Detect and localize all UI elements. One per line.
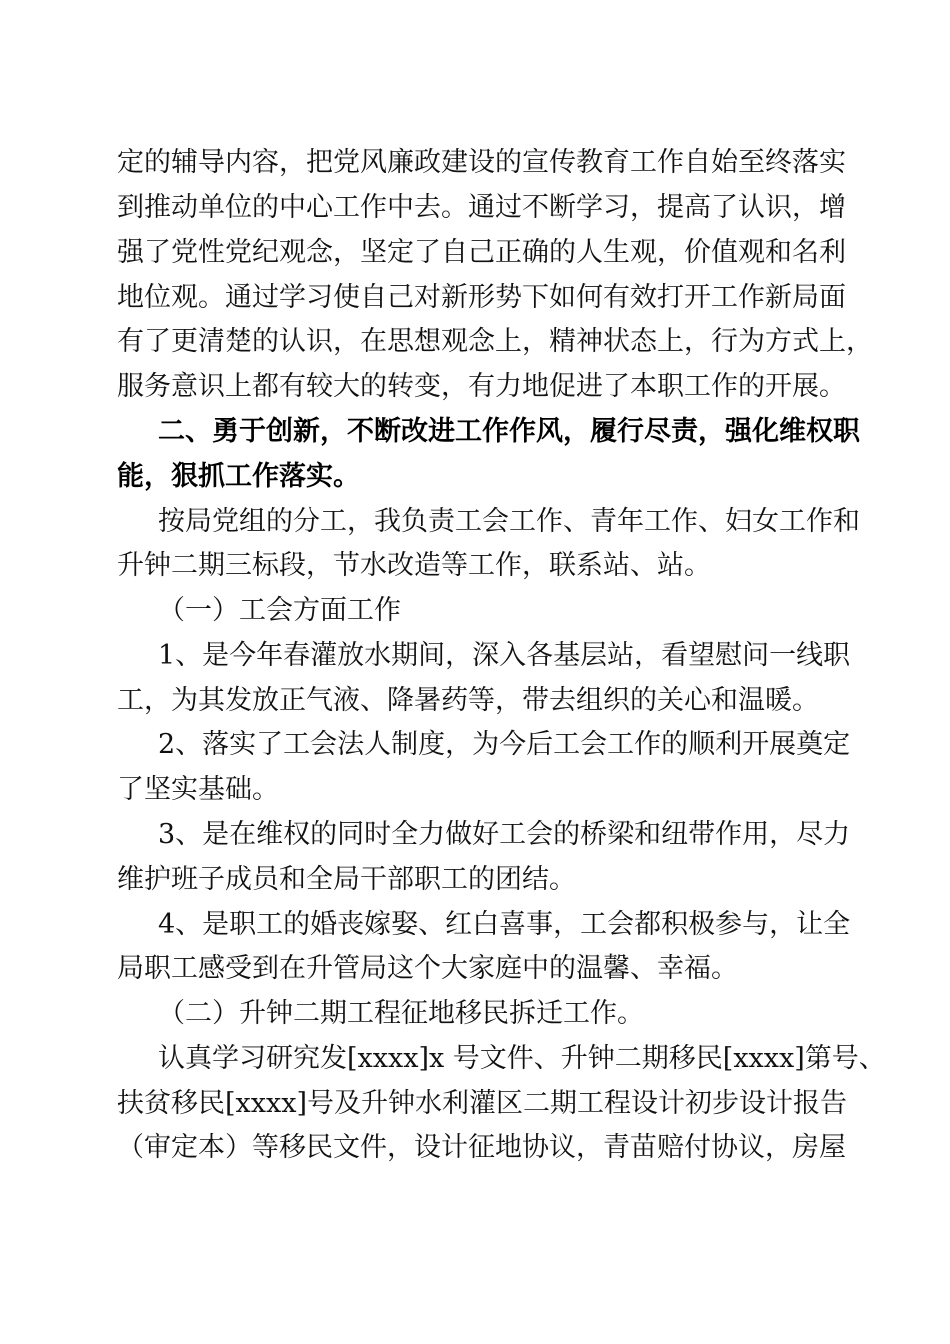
body-line: 按局党组的分工，我负责工会工作、青年工作、妇女工作和	[158, 506, 860, 537]
body-line: 局职工感受到在升管局这个大家庭中的温馨、幸福。	[117, 953, 738, 984]
body-line: 认真学习研究发[xxxx]x 号文件、升钟二期移民[xxxx]第号、	[158, 1043, 886, 1074]
subsection-heading: （一）工会方面工作	[158, 595, 401, 626]
subsection-heading: （二）升钟二期工程征地移民拆迁工作。	[158, 998, 644, 1029]
body-line: 了坚实基础。	[117, 774, 279, 805]
body-line: 服务意识上都有较大的转变，有力地促进了本职工作的开展。	[117, 371, 846, 402]
body-line: 工，为其发放正气液、降暑药等，带去组织的关心和温暖。	[117, 685, 819, 716]
section-heading: 能，狠抓工作落实。	[117, 461, 360, 492]
body-line: 4、是职工的婚丧嫁娶、红白喜事，工会都积极参与，让全	[158, 909, 851, 940]
section-heading: 二、勇于创新，不断改进工作作风，履行尽责，强化维权职	[158, 416, 860, 447]
body-line: 维护班子成员和全局干部职工的团结。	[117, 864, 576, 895]
body-line: 定的辅导内容，把党风廉政建设的宣传教育工作自始至终落实	[117, 147, 846, 178]
body-line: 有了更清楚的认识，在思想观念上，精神状态上，行为方式上，	[117, 326, 873, 357]
body-line: 强了党性党纪观念，坚定了自己正确的人生观，价值观和名利	[117, 237, 846, 268]
body-line: 地位观。通过学习使自己对新形势下如何有效打开工作新局面	[117, 282, 846, 313]
body-line: 1、是今年春灌放水期间，深入各基层站，看望慰问一线职	[158, 640, 851, 671]
body-line: （审定本）等移民文件，设计征地协议，青苗赔付协议，房屋	[117, 1132, 846, 1163]
body-line: 扶贫移民[xxxx]号及升钟水利灌区二期工程设计初步设计报告	[117, 1088, 847, 1119]
body-line: 升钟二期三标段，节水改造等工作，联系站、站。	[117, 550, 711, 581]
body-line: 2、落实了工会法人制度，为今后工会工作的顺利开展奠定	[158, 729, 851, 760]
body-line: 3、是在维权的同时全力做好工会的桥梁和纽带作用，尽力	[158, 819, 851, 850]
body-line: 到推动单位的中心工作中去。通过不断学习，提高了认识，增	[117, 192, 846, 223]
